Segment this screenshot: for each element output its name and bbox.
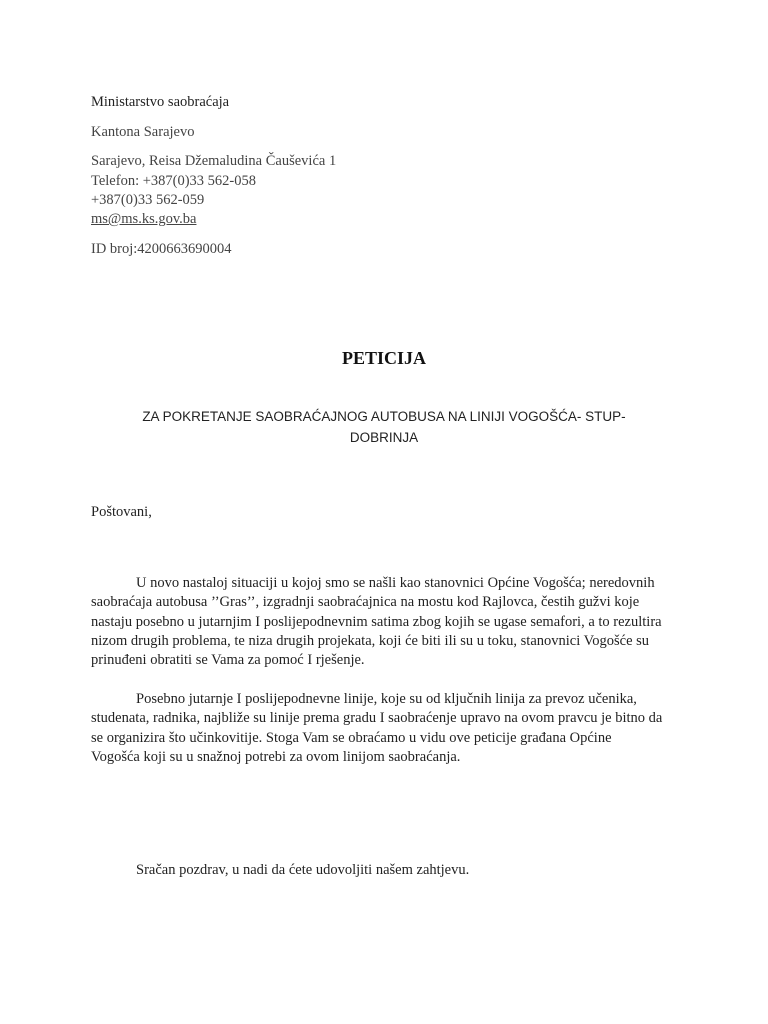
address-line: Sarajevo, Reisa Džemaludina Čauševića 1 [91, 153, 337, 169]
email-link[interactable]: ms@ms.ks.gov.ba [91, 211, 197, 227]
document-subtitle: ZA POKRETANJE SAOBRAĆAJNOG AUTOBUSA NA LINIJI VOGOŠĆA- STUP-DOBRINJA [142, 409, 626, 445]
closing-line: Sračan pozdrav, u nadi da ćete udovoljiti našem zahtjevu. [136, 862, 470, 878]
document-title: PETICIJA [341, 348, 426, 368]
body-paragraph-1: U novo nastaloj situaciji u kojoj smo se našli kao stanovnici Općine Vogošća; neredovnih saobraćaja autobusa ’’Gras’’, izgradnji saobraćajnica na mostu kod Rajlovca, čestih gužvi koje nastaju posebno u jutarnjim I poslijepodnevnim satima zbog kojih se ugase semafori, a to rezultira nizom drugih problema, te niza drugih projekata, koji će biti ili su u toku, stanovnici Vogošće su prinuđeni obratiti se Vama za pomoć I rješenje. [91, 575, 662, 669]
id-number: ID broj:4200663690004 [91, 241, 232, 257]
phone-line-2: +387(0)33 562-059 [91, 192, 205, 208]
ministry-name: Ministarstvo saobraćaja [91, 94, 230, 110]
body-paragraph-2: Posebno jutarnje I poslijepodnevne linije, koje su od ključnih linija za prevoz učenika, studenata, radnika, najbliže su linije prema gradu I saobraćenje upravo na ovom pravcu je bitno da se organizira što učinkovitije. Stoga Vam se obraćamo u vidu ove peticije građana Općine Vogošća koji su u snažnoj potrebi za ovom linijom saobraćanja. [91, 691, 663, 765]
canton-name: Kantona Sarajevo [91, 124, 195, 140]
email-link-wrapper [91, 210, 196, 229]
phone-line-1: Telefon: +387(0)33 562-058 [91, 173, 257, 189]
salutation: Poštovani, [91, 504, 152, 520]
